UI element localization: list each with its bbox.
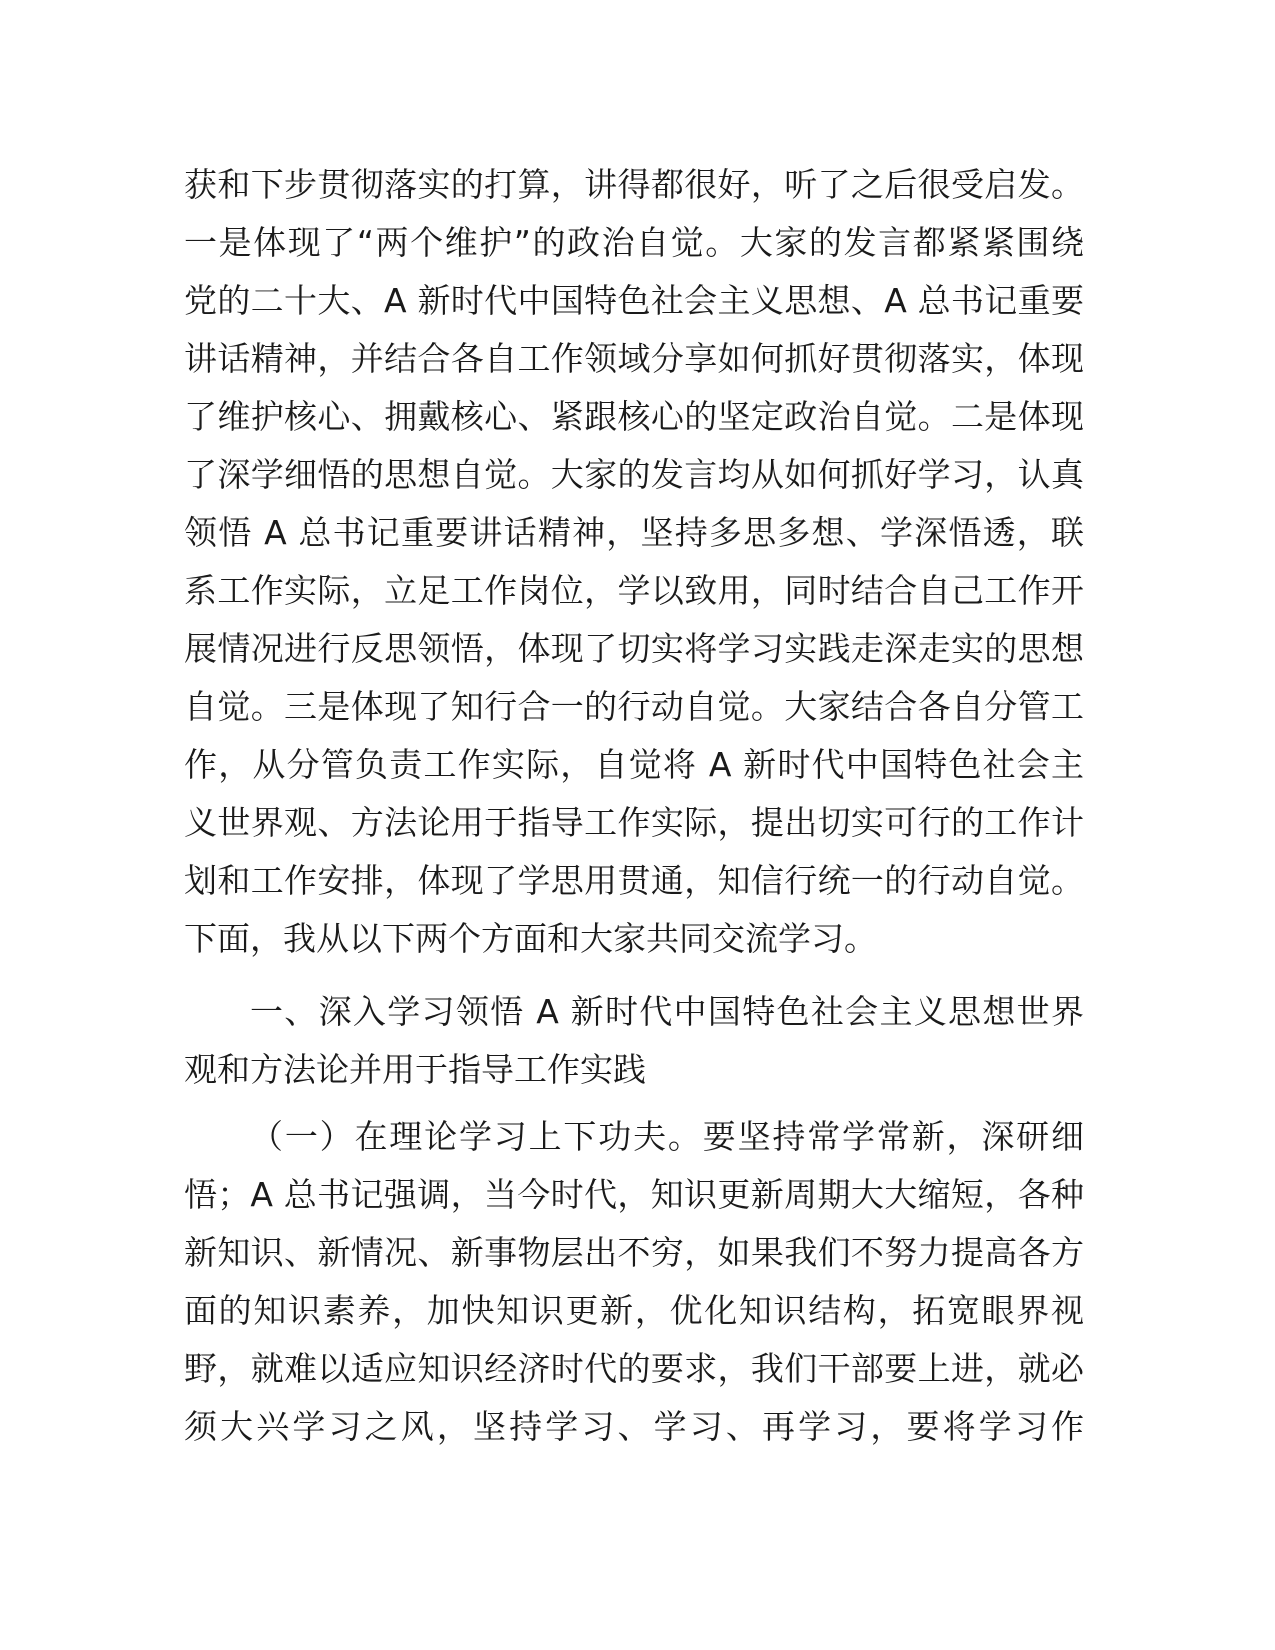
paragraph-line: 党的二十大、A 新时代中国特色社会主义思想、A 总书记重要 <box>184 281 1084 320</box>
paragraph-line: 悟；A 总书记强调，当今时代，知识更新周期大大缩短，各种 <box>184 1175 1084 1214</box>
heading-line: 观和方法论并用于指导工作实践 <box>184 1050 646 1089</box>
paragraph-line: 展情况进行反思领悟，体现了切实将学习实践走深走实的思想 <box>184 629 1084 668</box>
paragraph-line: （一）在理论学习上下功夫。要坚持常学常新，深研细 <box>250 1117 1084 1156</box>
paragraph-line: 自觉。三是体现了知行合一的行动自觉。大家结合各自分管工 <box>184 687 1084 726</box>
paragraph-line: 作，从分管负责工作实际，自觉将 A 新时代中国特色社会主 <box>184 745 1084 784</box>
paragraph-line: 了深学细悟的思想自觉。大家的发言均从如何抓好学习，认真 <box>184 455 1084 494</box>
paragraph-line: 义世界观、方法论用于指导工作实际，提出切实可行的工作计 <box>184 803 1084 842</box>
section-heading <box>184 983 1084 1099</box>
paragraph-line: 讲话精神，并结合各自工作领域分享如何抓好贯彻落实，体现 <box>184 339 1084 378</box>
paragraph-line: 面的知识素养，加快知识更新，优化知识结构，拓宽眼界视 <box>184 1291 1084 1330</box>
paragraph-line: 须大兴学习之风，坚持学习、学习、再学习，要将学习作 <box>184 1407 1084 1446</box>
paragraph-line: 了维护核心、拥戴核心、紧跟核心的坚定政治自觉。二是体现 <box>184 397 1084 436</box>
paragraph-line: 新知识、新情况、新事物层出不穷，如果我们不努力提高各方 <box>184 1233 1084 1272</box>
paragraph-line: 下面，我从以下两个方面和大家共同交流学习。 <box>184 919 877 958</box>
paragraph-line: 领悟 A 总书记重要讲话精神，坚持多思多想、学深悟透，联 <box>184 513 1084 552</box>
paragraph-line: 划和工作安排，体现了学思用贯通，知信行统一的行动自觉。 <box>184 861 1084 900</box>
body-paragraph <box>184 156 1084 968</box>
paragraph-line: 一是体现了“两个维护”的政治自觉。大家的发言都紧紧围绕 <box>184 223 1084 262</box>
paragraph-line: 获和下步贯彻落实的打算，讲得都很好，听了之后很受启发。 <box>184 165 1084 204</box>
body-paragraph <box>184 1108 1084 1456</box>
paragraph-line: 野，就难以适应知识经济时代的要求，我们干部要上进，就必 <box>184 1349 1084 1388</box>
heading-line: 一、深入学习领悟 A 新时代中国特色社会主义思想世界 <box>250 992 1084 1031</box>
paragraph-line: 系工作实际，立足工作岗位，学以致用，同时结合自己工作开 <box>184 571 1084 610</box>
